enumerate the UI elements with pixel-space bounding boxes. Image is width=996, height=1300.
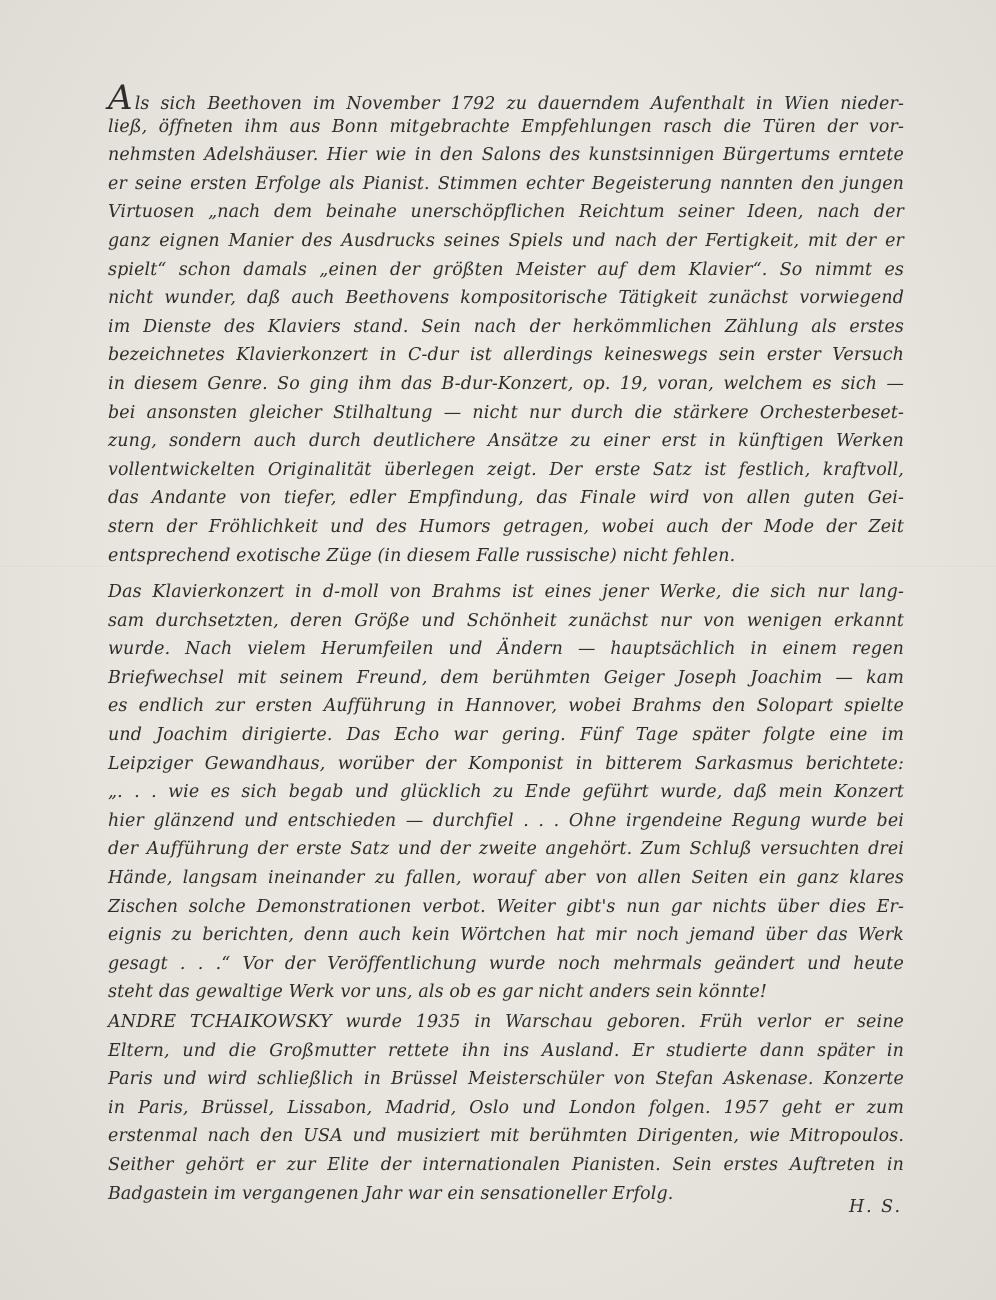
text-line: nicht wunder, daß auch Beethovens kompositorische Tätigkeit zunächst vorwiegend [108, 288, 904, 309]
paragraph-brahms [108, 578, 904, 1007]
text-line: Eltern, und die Großmutter rettete ihn ins Ausland. Er studierte dann später in [108, 1040, 904, 1061]
text-line: Leipziger Gewandhaus, worüber der Komponist in bitterem Sarkasmus berichtete: [108, 753, 904, 774]
text-line: gesagt . . .“ Vor der Veröffentlichung wurde noch mehrmals geändert und heute [108, 953, 904, 974]
text-line: der Aufführung der erste Satz und der zweite angehört. Zum Schluß versuchten drei [108, 839, 904, 860]
text-line: vollentwickelten Originalität überlegen zeigt. Der erste Satz ist festlich, kraftvoll, [108, 459, 904, 480]
text-line: bezeichnetes Klavierkonzert in C-dur ist allerdings keineswegs sein erster Versuch [108, 345, 904, 366]
text-line: hier glänzend und entschieden — durchfiel . . . Ohne irgendeine Regung wurde bei [108, 810, 904, 831]
text-line: eignis zu berichten, denn auch kein Wörtchen hat mir noch jemand über das Werk [108, 925, 904, 946]
text-line: im Dienste des Klaviers stand. Sein nach der herkömmlichen Zählung als erstes [108, 316, 904, 337]
text-line: Das Klavierkonzert in d-moll von Brahms ist eines jener Werke, die sich nur lang- [108, 582, 904, 602]
drop-cap: A [108, 78, 133, 118]
text-line: Zischen solche Demonstrationen verbot. Weiter gibt's nun gar nichts über dies Er- [108, 896, 904, 917]
text-line: stern der Fröhlichkeit und des Humors getragen, wobei auch der Mode der Zeit [108, 516, 904, 537]
paragraph-beethoven [108, 78, 904, 570]
text-line: Virtuosen „nach dem beinahe unerschöpflichen Reichtum seiner Ideen, nach der [108, 202, 904, 223]
text-line: es endlich zur ersten Aufführung in Hannover, wobei Brahms den Solopart spielte [108, 696, 904, 717]
paragraph-tchaikowsky [108, 1008, 904, 1208]
text-line: Paris und wird schließlich in Brüssel Meisterschüler von Stefan Askenase. Konzerte [108, 1069, 904, 1090]
text-line: er seine ersten Erfolge als Pianist. Stimmen echter Begeisterung nannten den jungen [108, 173, 904, 194]
text-line-content: ls sich Beethoven im November 1792 zu dauerndem Aufenthalt in Wien nieder- [134, 94, 904, 114]
text-line: das Andante von tiefer, edler Empfindung, das Finale wird von allen guten Gei- [108, 488, 904, 509]
author-initials: H. S. [848, 1197, 902, 1217]
text-line: „. . . wie es sich begab und glücklich zu Ende geführt wurde, daß mein Konzert [108, 782, 904, 803]
text-line: Briefwechsel mit seinem Freund, dem berühmten Geiger Joseph Joachim — kam [108, 667, 904, 688]
text-line: ließ, öffneten ihm aus Bonn mitgebrachte Empfehlungen rasch die Türen der vor- [108, 116, 904, 137]
text-line: entsprechend exotische Züge (in diesem Falle russische) nicht fehlen. [108, 545, 736, 566]
text-line: Badgastein im vergangenen Jahr war ein sensationeller Erfolg. [108, 1183, 674, 1204]
text-line: und Joachim dirigierte. Das Echo war gering. Fünf Tage später folgte eine im [108, 724, 904, 745]
text-line: zung, sondern auch durch deutlichere Ansätze zu einer erst in künftigen Werken [108, 431, 904, 452]
text-line: in diesem Genre. So ging ihm das B-dur-Konzert, op. 19, voran, welchem es sich — [108, 373, 904, 394]
text-line: ganz eignen Manier des Ausdrucks seines Spiels und nach der Fertigkeit, mit der er [108, 230, 904, 251]
text-line: steht das gewaltige Werk vor uns, als ob es gar nicht anders sein könnte! [108, 982, 767, 1003]
text-line: spielt“ schon damals „einen der größten Meister auf dem Klavier“. So nimmt es [108, 259, 904, 280]
text-line: ANDRE TCHAIKOWSKY wurde 1935 in Warschau geboren. Früh verlor er seine [108, 1012, 904, 1032]
text-line: in Paris, Brüssel, Lissabon, Madrid, Oslo und London folgen. 1957 geht er zum [108, 1097, 904, 1118]
text-line: wurde. Nach vielem Herumfeilen und Ändern — hauptsächlich in einem regen [108, 639, 904, 660]
text-line: Hände, langsam ineinander zu fallen, worauf aber von allen Seiten ein ganz klares [108, 867, 904, 888]
text-line [108, 78, 904, 118]
text-line: bei ansonsten gleicher Stilhaltung — nicht nur durch die stärkere Orchesterbeset- [108, 402, 904, 423]
text-line: Seither gehört er zur Elite der internationalen Pianisten. Sein erstes Auftreten in [108, 1154, 904, 1175]
text-line: nehmsten Adelshäuser. Hier wie in den Salons des kunstsinnigen Bürgertums erntete [108, 145, 904, 166]
text-line: sam durchsetzten, deren Größe und Schönheit zunächst nur von wenigen erkannt [108, 610, 904, 631]
text-line: erstenmal nach den USA und musiziert mit berühmten Dirigenten, wie Mitropoulos. [108, 1126, 904, 1147]
